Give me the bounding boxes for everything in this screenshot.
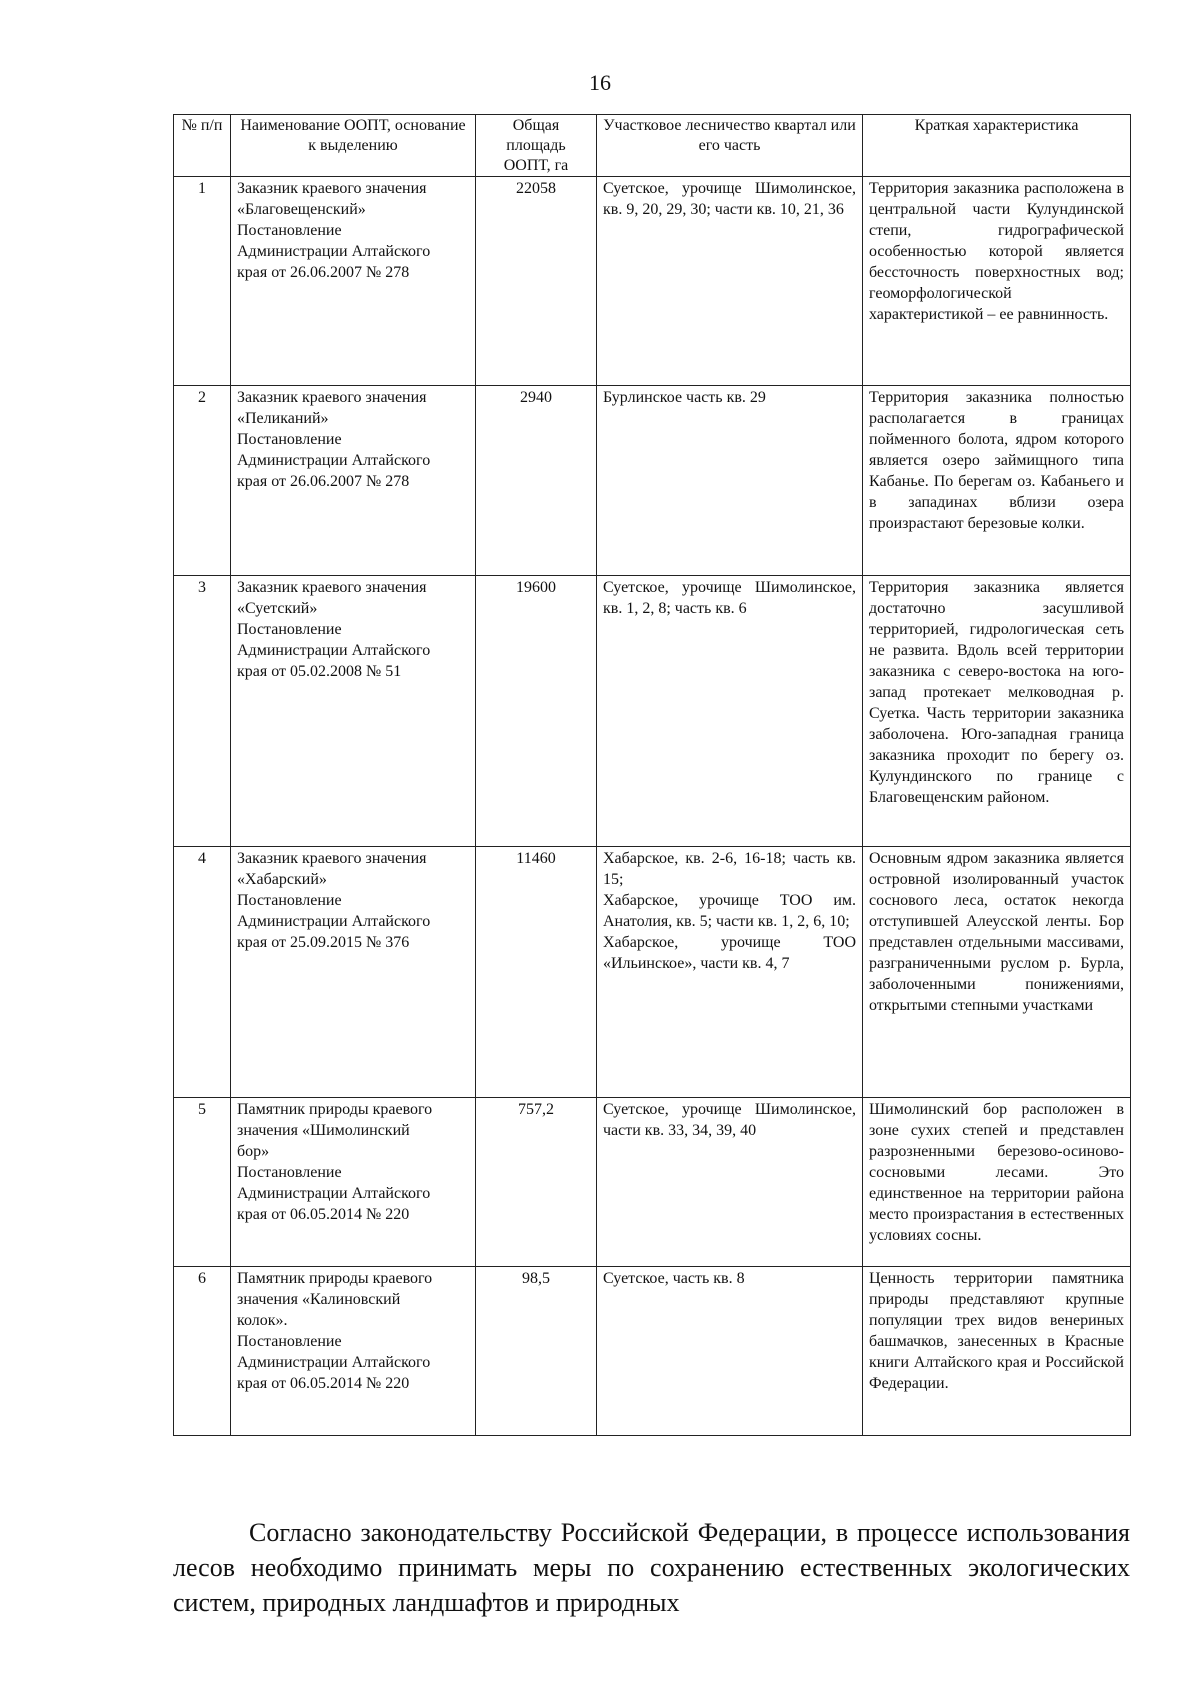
oopt-name-line: «Суетский» <box>237 600 318 617</box>
header-area: Общая площадь ООПТ, га <box>476 115 597 177</box>
table-row <box>174 1267 1131 1436</box>
oopt-name-line: Администрации Алтайского <box>237 243 431 260</box>
oopt-name-line: Заказник краевого значения <box>237 579 427 596</box>
oopt-name-line: Постановление <box>237 1333 342 1350</box>
oopt-name-line: Администрации Алтайского <box>237 642 431 659</box>
oopt-name <box>231 386 476 576</box>
forest-district: Суетское, часть кв. 8 <box>597 1267 863 1436</box>
forest-district: Суетское, урочище Шимолинское, кв. 1, 2, 8; часть кв. 6 <box>597 576 863 847</box>
row-number: 2 <box>174 386 231 576</box>
forest-district-line: Хабарское, урочище ТОО им. Анатолия, кв. 5; части кв. 1, 2, 6, 10; <box>603 892 856 930</box>
table-row <box>174 847 1131 1098</box>
oopt-name-line: Постановление <box>237 222 342 239</box>
oopt-name-line: края от 26.06.2007 № 278 <box>237 473 410 490</box>
oopt-name-line: Постановление <box>237 621 342 638</box>
oopt-name <box>231 177 476 386</box>
oopt-area: 19600 <box>476 576 597 847</box>
forest-district <box>597 847 863 1098</box>
table-row <box>174 576 1131 847</box>
oopt-name <box>231 576 476 847</box>
oopt-table <box>173 114 1131 1436</box>
oopt-name-line: Памятник природы краевого <box>237 1101 433 1118</box>
oopt-name-line: значения «Калиновский <box>237 1291 401 1308</box>
oopt-name-line: колок». <box>237 1312 288 1329</box>
oopt-area: 22058 <box>476 177 597 386</box>
oopt-name-line: «Хабарский» <box>237 871 327 888</box>
oopt-description: Ценность территории памятника природы представляют крупные популяции трех видов венериных башмачков, занесенных в Красные книги Алтайского края и Российской Федерации. <box>863 1267 1131 1436</box>
oopt-name-line: Администрации Алтайского <box>237 1185 431 1202</box>
oopt-name <box>231 847 476 1098</box>
oopt-name-line: «Пеликаний» <box>237 410 329 427</box>
oopt-description: Основным ядром заказника является островной изолированный участок соснового леса, остаток некогда отступившей Алеусской ленты. Бор представлен отдельными массивами, разграниченными руслом р. Бурла, заболоченными понижениями, открытыми степными участками <box>863 847 1131 1098</box>
oopt-name-line: бор» <box>237 1143 270 1160</box>
table-header-row <box>174 115 1131 177</box>
oopt-name-line: края от 25.09.2015 № 376 <box>237 934 410 951</box>
oopt-name-line: Постановление <box>237 1164 342 1181</box>
forest-district: Суетское, урочище Шимолинское, кв. 9, 20, 29, 30; части кв. 10, 21, 36 <box>597 177 863 386</box>
header-forest: Участковое лесничество квартал или его часть <box>597 115 863 177</box>
oopt-name <box>231 1098 476 1267</box>
oopt-description: Территория заказника полностью располагается в границах пойменного болота, ядром которого является озеро займищного типа Кабанье. По берегам оз. Кабаньего и в западинах вблизи озера произрастают березовые колки. <box>863 386 1131 576</box>
oopt-name-line: Заказник краевого значения <box>237 389 427 406</box>
oopt-description: Территория заказника расположена в центральной части Кулундинской степи, гидрографической особенностью которой является бессточность поверхностных вод; геоморфологической характеристикой – ее равнинность. <box>863 177 1131 386</box>
header-num: № п/п <box>174 115 231 177</box>
body-paragraph: Согласно законодательству Российской Федерации, в процессе использования лесов необходимо принимать меры по сохранению естественных экологических систем, природных ландшафтов и природных <box>173 1518 1130 1617</box>
oopt-name-line: края от 06.05.2014 № 220 <box>237 1375 410 1392</box>
table-row <box>174 386 1131 576</box>
oopt-name-line: края от 06.05.2014 № 220 <box>237 1206 410 1223</box>
oopt-name-line: Заказник краевого значения <box>237 850 427 867</box>
oopt-name-line: «Благовещенский» <box>237 201 366 218</box>
oopt-name <box>231 1267 476 1436</box>
oopt-name-line: Администрации Алтайского <box>237 1354 431 1371</box>
oopt-name-line: Постановление <box>237 892 342 909</box>
oopt-name-line: края от 05.02.2008 № 51 <box>237 663 402 680</box>
row-number: 5 <box>174 1098 231 1267</box>
forest-district-line: Хабарское, кв. 2-6, 16-18; часть кв. 15; <box>603 850 856 888</box>
oopt-name-line: значения «Шимолинский <box>237 1122 410 1139</box>
header-desc: Краткая характеристика <box>863 115 1131 177</box>
oopt-area: 757,2 <box>476 1098 597 1267</box>
oopt-name-line: Памятник природы краевого <box>237 1270 433 1287</box>
page-number: 16 <box>589 70 611 95</box>
row-number: 3 <box>174 576 231 847</box>
oopt-name-line: Постановление <box>237 431 342 448</box>
forest-district: Суетское, урочище Шимолинское, части кв. 33, 34, 39, 40 <box>597 1098 863 1267</box>
forest-district-line: Хабарское, урочище ТОО «Ильинское», части кв. 4, 7 <box>603 934 856 972</box>
oopt-description: Шимолинский бор расположен в зоне сухих степей и представлен разрозненными березово-осиново-сосновыми лесами. Это единственное на территории района место произрастания в естественных условиях сосны. <box>863 1098 1131 1267</box>
oopt-name-line: Заказник краевого значения <box>237 180 427 197</box>
oopt-area: 2940 <box>476 386 597 576</box>
oopt-name-line: Администрации Алтайского <box>237 452 431 469</box>
oopt-description: Территория заказника является достаточно засушливой территорией, гидрологическая сеть не развита. Вдоль всей территории заказника с северо-востока на юго-запад протекает мелководная р. Суетка. Часть территории заказника заболочена. Юго-западная граница заказника проходит по берегу оз. Кулундинского по границе с Благовещенским районом. <box>863 576 1131 847</box>
oopt-area: 11460 <box>476 847 597 1098</box>
table-row <box>174 1098 1131 1267</box>
row-number: 1 <box>174 177 231 386</box>
forest-district: Бурлинское часть кв. 29 <box>597 386 863 576</box>
oopt-area: 98,5 <box>476 1267 597 1436</box>
row-number: 6 <box>174 1267 231 1436</box>
header-name: Наименование ООПТ, основание к выделению <box>231 115 476 177</box>
oopt-name-line: Администрации Алтайского <box>237 913 431 930</box>
oopt-name-line: края от 26.06.2007 № 278 <box>237 264 410 281</box>
row-number: 4 <box>174 847 231 1098</box>
table-row <box>174 177 1131 386</box>
